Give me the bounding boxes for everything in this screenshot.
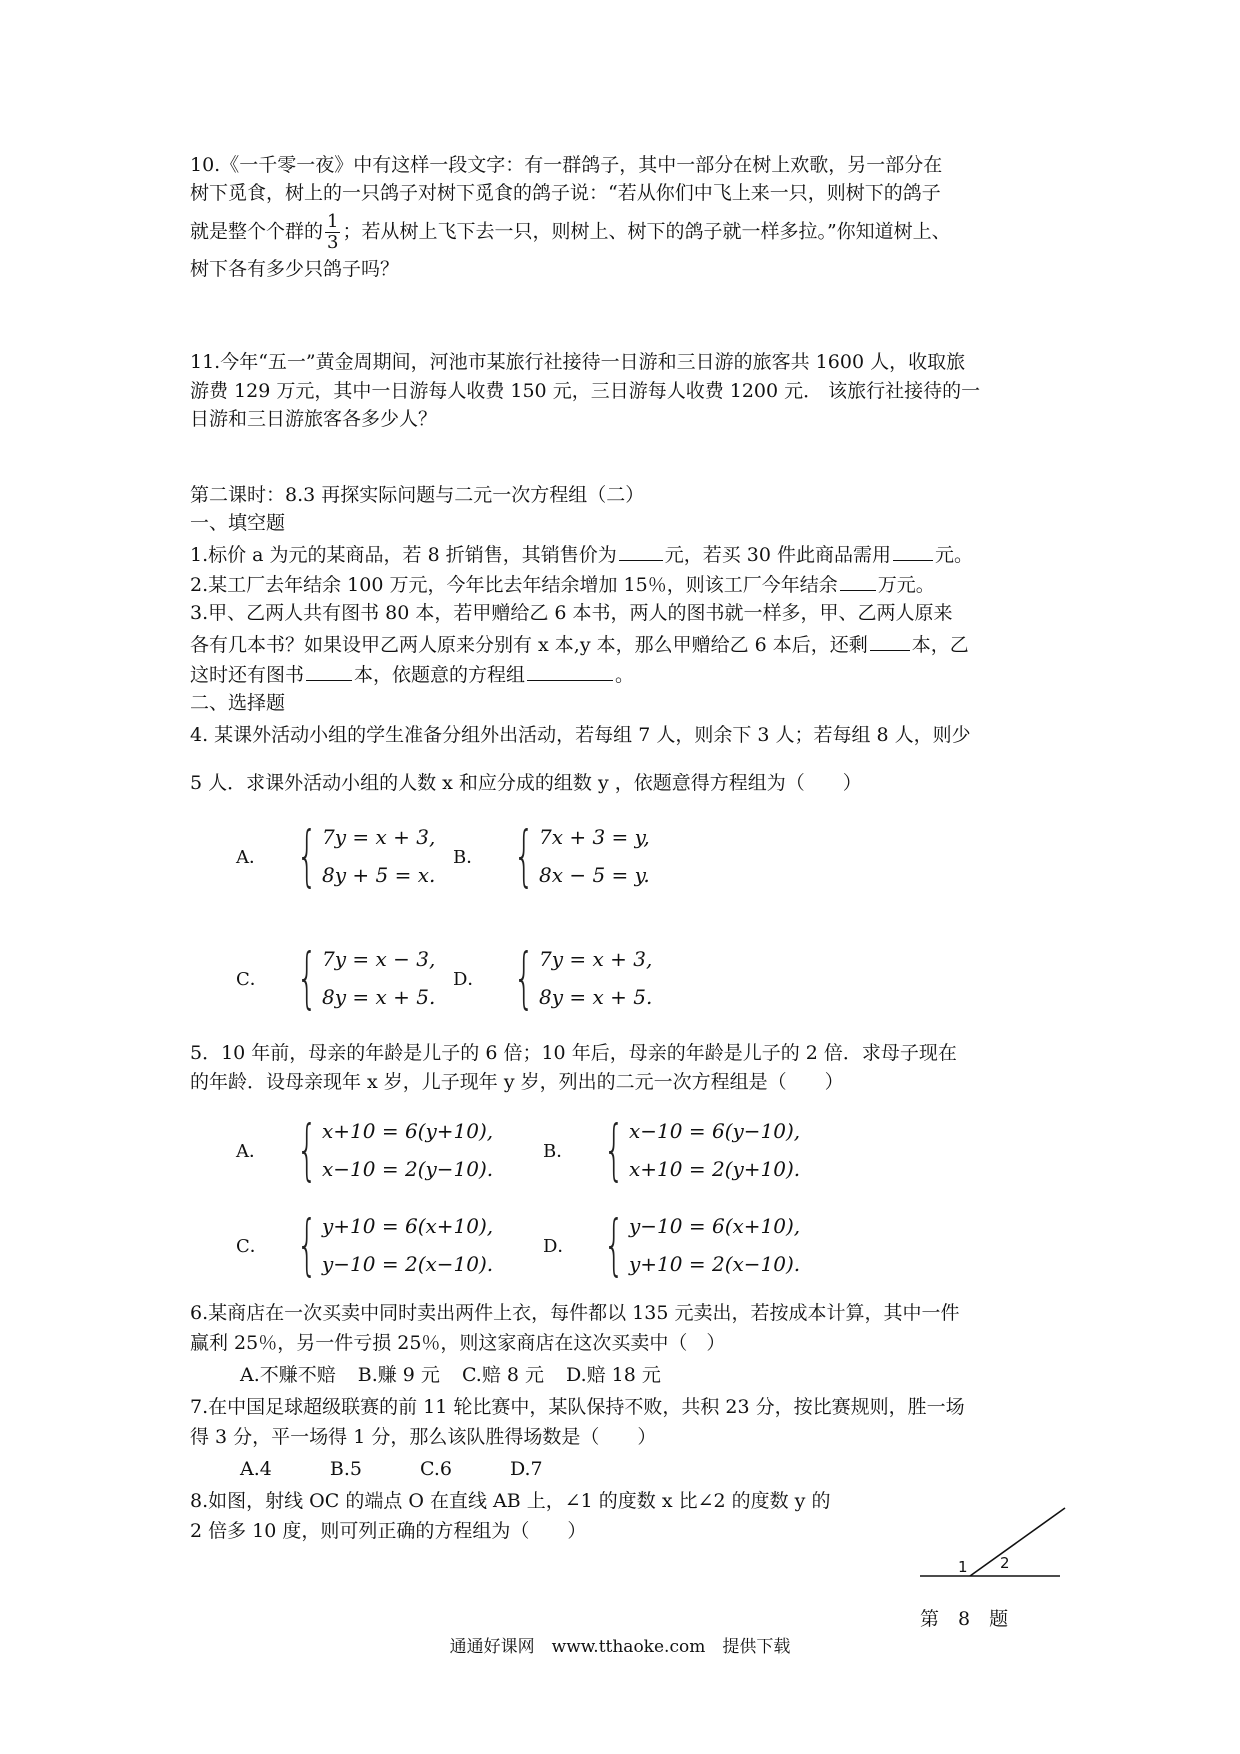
q2-line — [190, 570, 935, 598]
q2-text-b: 万元。 — [877, 574, 935, 596]
equation-1: 7y = x − 3, — [322, 947, 436, 971]
q10-line-4: 树下各有多少只鸽子吗？ — [190, 258, 400, 280]
equation-2: x+10 = 2(y+10). — [629, 1157, 801, 1181]
q1-blank-1 — [619, 540, 663, 561]
q8-figure — [900, 1498, 1070, 1588]
equation-2: 8y = x + 5. — [539, 985, 653, 1009]
q2-text-a: 2.某工厂去年结余 100 万元，今年比去年结余增加 15％，则该工厂今年结余 — [190, 574, 838, 596]
q4-option-a[interactable] — [236, 818, 435, 894]
q5-option-a[interactable] — [236, 1112, 493, 1188]
angle-1-label: 1 — [958, 1558, 968, 1576]
equation-1: x+10 = 6(y+10), — [322, 1119, 494, 1143]
q2-blank — [840, 570, 876, 591]
q1-text-b: 元，若买 30 件此商品需用 — [664, 544, 891, 566]
q10-line-2: 树下觅食，树上的一只鸽子对树下觅食的鸽子说：“若从你们中飞上来一只，则树下的鸽子 — [190, 182, 941, 204]
equation-system — [322, 940, 435, 1016]
equation-2: 8x − 5 = y. — [539, 863, 650, 887]
equation-1: y−10 = 6(x+10), — [629, 1214, 801, 1238]
q10-line-3-start: 就是整个个群的 — [190, 220, 324, 243]
q1-text-c: 元。 — [934, 544, 973, 566]
option-label: D． — [453, 969, 486, 990]
q4-option-c[interactable] — [236, 940, 435, 1016]
q4-line-1: 4. 某课外活动小组的学生准备分组外出活动，若每组 7 人，则余下 3 人；若每组 8 人，则少 — [190, 724, 971, 746]
q7-line-1: 7.在中国足球超级联赛的前 11 轮比赛中，某队保持不败，共积 23 分，按比赛规则，胜一场 — [190, 1396, 965, 1418]
equation-1: 7y = x + 3, — [322, 825, 436, 849]
q3-text-3b: 本，依题意的方程组 — [354, 664, 526, 686]
option-label: C． — [236, 1236, 268, 1257]
q10-line-3 — [190, 212, 951, 253]
q1-line — [190, 540, 973, 568]
q5-option-d[interactable] — [543, 1207, 800, 1283]
option-label: C． — [236, 969, 268, 990]
left-brace: { — [296, 939, 318, 1016]
option-label: A． — [236, 1141, 267, 1162]
left-brace: { — [603, 1206, 625, 1283]
q6-choice-d[interactable]: D.赔 18 元 — [566, 1364, 661, 1386]
left-brace: { — [296, 817, 318, 894]
q4-option-b[interactable] — [453, 818, 650, 894]
option-label: D． — [543, 1236, 576, 1257]
ray-oc — [970, 1508, 1065, 1576]
q8-figure-caption: 第 8 题 — [920, 1608, 1009, 1630]
q3-line-1: 3.甲、乙两人共有图书 80 本，若甲赠给乙 6 本书，两人的图书就一样多，甲、乙两人原来 — [190, 602, 953, 624]
equation-system — [629, 1207, 800, 1283]
q3-blank-3 — [527, 660, 613, 681]
q3-blank-2 — [306, 660, 352, 681]
q11-line-3: 日游和三日游旅客各多少人？ — [190, 408, 438, 430]
q5-line-1: 5．10 年前，母亲的年龄是儿子的 6 倍；10 年后，母亲的年龄是儿子的 2 倍．求母子现在 — [190, 1042, 957, 1064]
q3-line-2 — [190, 630, 969, 658]
q5-option-c[interactable] — [236, 1207, 493, 1283]
q3-text-3c: 。 — [615, 664, 635, 686]
option-label: B． — [453, 847, 485, 868]
equation-system — [322, 1207, 493, 1283]
q4-line-2: 5 人．求课外活动小组的人数 x 和应分成的组数 y ，依题意得方程组为（ ） — [190, 772, 862, 794]
q6-line-2: 赢利 25％，另一件亏损 25％，则这家商店在这次买卖中（ ） — [190, 1332, 726, 1354]
section-multiple-choice: 二、选择题 — [190, 692, 286, 714]
option-label: B． — [543, 1141, 575, 1162]
equation-1: 7x + 3 = y, — [539, 825, 650, 849]
q3-text-2a: 各有几本书？如果设甲乙两人原来分别有 x 本,y 本，那么甲赠给乙 6 本后，还剩 — [190, 634, 868, 656]
q7-line-2: 得 3 分，平一场得 1 分，那么该队胜得场数是（ ） — [190, 1426, 657, 1448]
q6-choice-a[interactable]: A.不赚不赔 — [240, 1364, 336, 1386]
page-footer: 通通好课网 www.tthaoke.com 提供下载 — [449, 1637, 791, 1657]
equation-2: 8y = x + 5. — [322, 985, 436, 1009]
fraction-denominator: 3 — [327, 232, 339, 253]
q7-choice-c[interactable]: C.6 — [419, 1458, 452, 1480]
fraction-numerator: 1 — [327, 211, 339, 232]
left-brace: { — [296, 1206, 318, 1283]
q6-choice-c[interactable]: C.赔 8 元 — [461, 1364, 545, 1386]
q7-choice-a[interactable]: A.4 — [240, 1458, 272, 1480]
q3-text-3a: 这时还有图书 — [190, 664, 305, 686]
q4-option-d[interactable] — [453, 940, 652, 1016]
q5-option-b[interactable] — [543, 1112, 800, 1188]
q8-line-2: 2 倍多 10 度，则可列正确的方程组为（ ） — [190, 1520, 587, 1542]
equation-system — [629, 1112, 800, 1188]
equation-2: 8y + 5 = x. — [322, 863, 436, 887]
left-brace: { — [296, 1111, 318, 1188]
equation-system — [539, 940, 652, 1016]
q7-choice-d[interactable]: D.7 — [509, 1458, 543, 1480]
q5-line-2: 的年龄．设母亲现年 x 岁，儿子现年 y 岁，列出的二元一次方程组是（ ） — [190, 1071, 844, 1093]
left-brace: { — [603, 1111, 625, 1188]
equation-2: y+10 = 2(x−10). — [629, 1252, 801, 1276]
left-brace: { — [513, 939, 535, 1016]
equation-system — [539, 818, 650, 894]
q6-choices — [240, 1362, 683, 1388]
q3-blank-1 — [870, 630, 910, 651]
q11-line-1: 11.今年“五一”黄金周期间，河池市某旅行社接待一日游和三日游的旅客共 1600 人，收取旅 — [190, 351, 966, 373]
q3-line-3 — [190, 660, 634, 688]
lesson-title: 第二课时：8.3 再探实际问题与二元一次方程组（二） — [190, 484, 645, 506]
equation-1: y+10 = 6(x+10), — [322, 1214, 494, 1238]
section-fill-in-blank: 一、填空题 — [190, 512, 286, 534]
q11-line-2: 游费 129 万元，其中一日游每人收费 150 元，三日游每人收费 1200 元． 该旅行社接待的一 — [190, 380, 981, 402]
equation-2: y−10 = 2(x−10). — [322, 1252, 494, 1276]
equation-system — [322, 818, 435, 894]
q6-line-1: 6.某商店在一次买卖中同时卖出两件上衣，每件都以 135 元卖出，若按成本计算，其中一件 — [190, 1302, 960, 1324]
q1-text-a: 1.标价 a 为元的某商品，若 8 折销售，其销售价为 — [190, 544, 617, 566]
q3-text-2b: 本，乙 — [911, 634, 969, 656]
angle-2-label: 2 — [1000, 1554, 1010, 1572]
equation-1: 7y = x + 3, — [539, 947, 653, 971]
option-label: A． — [236, 847, 267, 868]
q7-choices — [240, 1456, 565, 1482]
equation-system — [322, 1112, 493, 1188]
fraction-one-third — [325, 212, 340, 253]
q10-line-1: 10.《一千零一夜》中有这样一段文字：有一群鸽子，其中一部分在树上欢歌，另一部分在 — [190, 154, 943, 176]
q10-line-3-end: ；若从树上飞下去一只，则树上、树下的鸽子就一样多拉。”你知道树上、 — [342, 220, 951, 243]
q1-blank-2 — [893, 540, 933, 561]
q7-choice-b[interactable]: B.5 — [329, 1458, 362, 1480]
q6-choice-b[interactable]: B.赚 9 元 — [357, 1364, 440, 1386]
equation-2: x−10 = 2(y−10). — [322, 1157, 494, 1181]
left-brace: { — [513, 817, 535, 894]
equation-1: x−10 = 6(y−10), — [629, 1119, 801, 1143]
q8-line-1: 8.如图，射线 OC 的端点 O 在直线 AB 上，∠1 的度数 x 比∠2 的度数 y 的 — [190, 1490, 831, 1512]
